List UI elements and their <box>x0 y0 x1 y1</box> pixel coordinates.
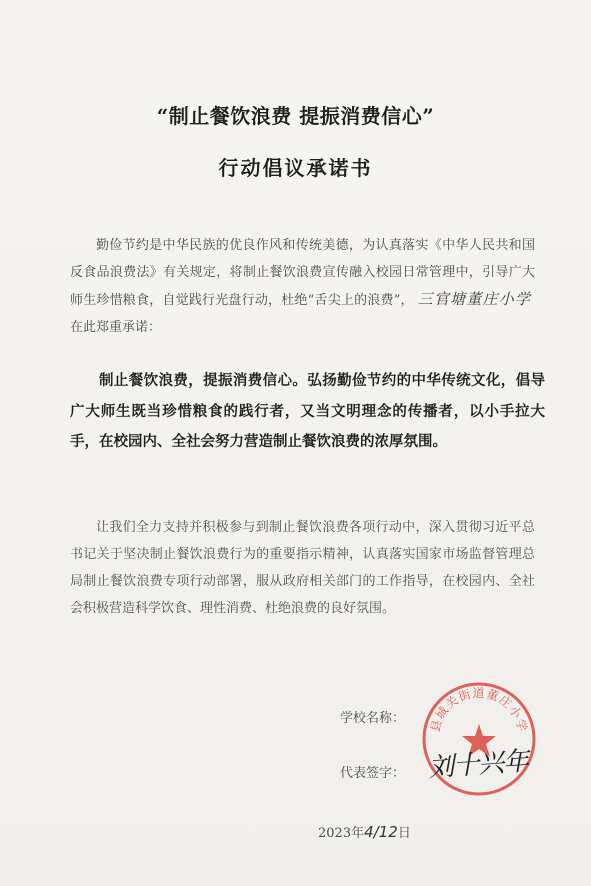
date-line <box>318 822 411 841</box>
school-name-label: 学校名称： <box>340 711 406 726</box>
representative-label: 代表签字： <box>340 766 406 781</box>
document-title: “制止餐饮浪费 提振消费信心” <box>156 104 435 128</box>
date-separator: / <box>373 823 379 841</box>
date-year: 2023 <box>318 826 352 841</box>
paragraph-commitment: 制止餐饮浪费，提振消费信心。弘扬勤俭节约的中华传统文化，倡导广大师生既当珍惜粮食的践行者，又当文明理念的传播者，以小手拉大手，在校园内、全社会努力营造制止餐饮浪费的浓厚氛围。 <box>70 372 545 450</box>
intro-text: 勤俭节约是中华民族的优良作风和传统美德，为认真落实《中华人民共和国反食品浪费法》有关规定，将制止餐饮浪费宣传融入校园日常管理中，引导广大师生珍惜粮食，自觉践行光盘行动，杜绝“舌尖上的浪费”， <box>70 238 535 308</box>
date-day-char: 日 <box>397 826 411 841</box>
paragraph-action: 让我们全力支持并积极参与到制止餐饮浪费各项行动中，深入贯彻习近平总书记关于坚决制止餐饮浪费行为的重要指示精神，认真落实国家市场监督管理总局制止餐饮浪费专项行动部署，服从政府相关部门的工作指导，在校园内、全社会积极营造科学饮食、理性消费、杜绝浪费的良好氛围。 <box>70 520 535 616</box>
date-year-char: 年 <box>351 826 365 841</box>
date-day: 12 <box>378 823 398 841</box>
svg-text:县城关街道董庄小学: 县城关街道董庄小学 <box>428 686 530 734</box>
handwritten-signature: 刘十兴年 <box>427 746 530 784</box>
paragraph-intro <box>70 232 535 341</box>
intro-text-end: 在此郑重承诺： <box>70 320 162 335</box>
document-subtitle: 行动倡议承诺书 <box>218 156 373 180</box>
handwritten-school-name: 三官塘董庄小学 <box>417 290 531 308</box>
date-month: 4 <box>364 823 374 841</box>
